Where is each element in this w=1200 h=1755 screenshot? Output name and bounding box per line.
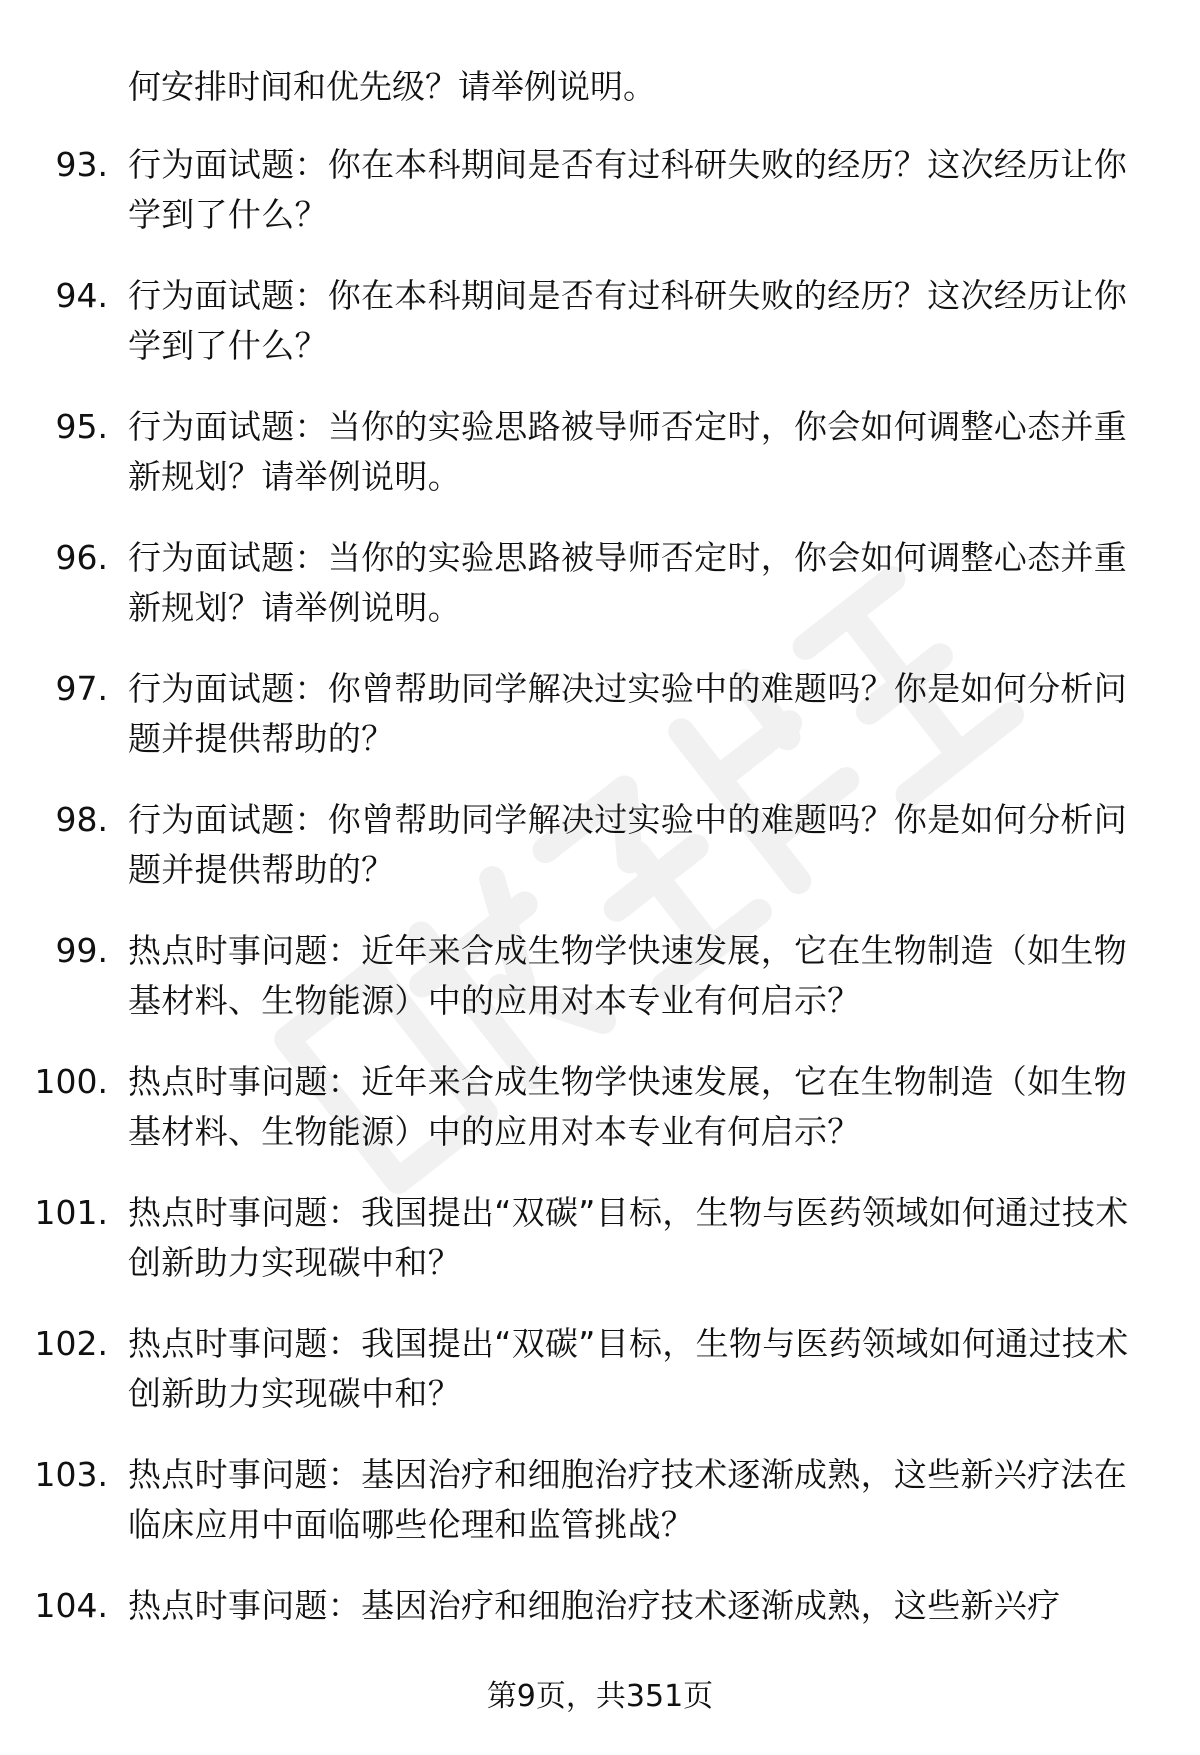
item-text: 行为面试题：你曾帮助同学解决过实验中的难题吗？你是如何分析问题并提供帮助的？ [128,669,1127,758]
item-number: 97. [55,669,108,708]
item-number: 98. [55,800,108,839]
item-number: 104. [34,1586,108,1625]
item-number: 103. [34,1455,108,1494]
item-text: 行为面试题：你在本科期间是否有过科研失败的经历？这次经历让你学到了什么？ [128,145,1127,234]
list-item [0,664,1200,795]
item-text: 热点时事问题：我国提出“双碳”目标，生物与医药领域如何通过技术创新助力实现碳中和？ [128,1324,1129,1413]
list-item [0,795,1200,926]
list-item [0,533,1200,664]
list-item [0,1057,1200,1188]
list-item [0,1188,1200,1319]
list-item [0,1450,1200,1581]
item-number: 101. [34,1193,108,1232]
list-item [0,402,1200,533]
item-number: 95. [55,407,108,446]
item-number: 93. [55,145,108,184]
item-number: 96. [55,538,108,577]
list-item [0,926,1200,1057]
item-text: 行为面试题：你曾帮助同学解决过实验中的难题吗？你是如何分析问题并提供帮助的？ [128,800,1127,889]
item-text: 行为面试题：当你的实验思路被导师否定时，你会如何调整心态并重新规划？请举例说明。 [128,538,1127,627]
item-number: 102. [34,1324,108,1363]
list-item [0,271,1200,402]
item-text: 行为面试题：当你的实验思路被导师否定时，你会如何调整心态并重新规划？请举例说明。 [128,407,1127,496]
item-number: 99. [55,931,108,970]
item-text: 热点时事问题：我国提出“双碳”目标，生物与医药领域如何通过技术创新助力实现碳中和？ [128,1193,1129,1282]
item-number: 100. [34,1062,108,1101]
continuation-text: 何安排时间和优先级？请举例说明。 [128,67,656,106]
item-text: 热点时事问题：近年来合成生物学快速发展，它在生物制造（如生物基材料、生物能源）中的应用对本专业有何启示？ [128,1062,1127,1151]
item-number: 94. [55,276,108,315]
item-text: 行为面试题：你在本科期间是否有过科研失败的经历？这次经历让你学到了什么？ [128,276,1127,365]
question-list [0,140,1200,1712]
item-text: 热点时事问题：近年来合成生物学快速发展，它在生物制造（如生物基材料、生物能源）中的应用对本专业有何启示？ [128,931,1127,1020]
list-item [0,1319,1200,1450]
item-text: 热点时事问题：基因治疗和细胞治疗技术逐渐成熟，这些新兴疗 [128,1586,1061,1625]
item-text: 热点时事问题：基因治疗和细胞治疗技术逐渐成熟，这些新兴疗法在临床应用中面临哪些伦理和监管挑战？ [128,1455,1127,1544]
list-item [0,140,1200,271]
page-footer: 第9页，共351页 [486,1679,714,1714]
